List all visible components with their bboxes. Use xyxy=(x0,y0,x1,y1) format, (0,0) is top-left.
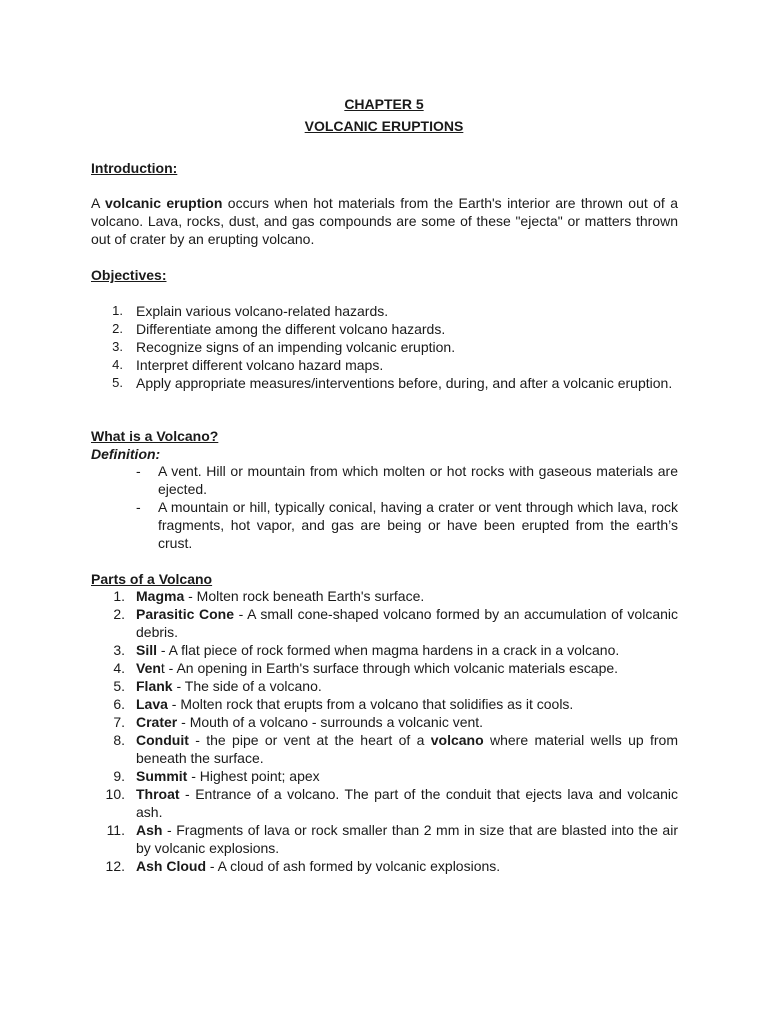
list-item xyxy=(91,785,678,821)
part-text: - the pipe or vent at the heart of a xyxy=(188,732,431,748)
objectives-heading: Objectives: xyxy=(91,267,167,283)
list-item xyxy=(91,659,678,677)
part-term-rest: t xyxy=(160,660,165,676)
part-text: - Mouth of a volcano - surrounds a volcanic vent. xyxy=(177,714,484,730)
list-text: Differentiate among the different volcano hazards. xyxy=(136,321,446,337)
list-number: 9. xyxy=(113,768,125,784)
list-item xyxy=(91,821,678,857)
part-term: Ash Cloud xyxy=(136,858,206,874)
page-title: VOLCANIC ERUPTIONS xyxy=(304,118,464,134)
part-text: - A small cone-shaped volcano formed by an accumulation of volcanic debris. xyxy=(136,606,678,640)
list-number: 2. xyxy=(113,606,125,622)
part-term: Summit xyxy=(136,768,188,784)
part-text: - Fragments of lava or rock smaller than 2 mm in size that are blasted into the air by volcanic explosions. xyxy=(136,822,678,856)
part-term: Ven xyxy=(136,660,161,676)
list-text: Interpret different volcano hazard maps. xyxy=(136,357,384,373)
list-number: 10. xyxy=(105,786,125,802)
chapter-label: CHAPTER 5 xyxy=(344,96,424,112)
part-term-inline: volcano xyxy=(430,732,484,748)
intro-text: occurs when hot materials from the Earth's interior are thrown out of a volcano. Lava, rocks, dust, and gas compounds are some of these "ejecta" or matters thrown out of crater by an erupting volcano. xyxy=(91,195,678,247)
list-number: 4. xyxy=(112,357,123,372)
part-text: - The side of a volcano. xyxy=(172,678,322,694)
list-number: 5. xyxy=(113,678,125,694)
list-number: 5. xyxy=(112,375,123,390)
part-text: - Highest point; apex xyxy=(187,768,320,784)
list-item xyxy=(91,587,678,605)
list-item xyxy=(91,374,678,392)
objectives-list xyxy=(91,302,678,392)
part-text: - A cloud of ash formed by volcanic explosions. xyxy=(206,858,501,874)
list-text: Explain various volcano-related hazards. xyxy=(136,303,389,319)
introduction-paragraph xyxy=(91,194,678,248)
list-item xyxy=(91,338,678,356)
part-term: Ash xyxy=(136,822,163,838)
list-item xyxy=(91,356,678,374)
list-item xyxy=(91,462,678,498)
part-term: Conduit xyxy=(136,732,189,748)
part-text: - Entrance of a volcano. The part of the conduit that ejects lava and volcanic ash. xyxy=(136,786,678,820)
list-item xyxy=(91,713,678,731)
part-term: Sill xyxy=(136,642,158,658)
part-term: Lava xyxy=(136,696,168,712)
list-text: A mountain or hill, typically conical, having a crater or vent through which lava, rock fragments, hot vapor, and gas are being or have been erupted from the earth’s crust. xyxy=(158,499,678,551)
list-dash: - xyxy=(136,463,141,479)
intro-term: volcanic eruption xyxy=(104,195,223,211)
list-item xyxy=(91,677,678,695)
list-text: Apply appropriate measures/interventions before, during, and after a volcanic eruption. xyxy=(136,375,673,391)
list-number: 11. xyxy=(106,822,125,838)
part-term: Flank xyxy=(136,678,173,694)
list-dash: - xyxy=(136,499,141,515)
part-text-rest: where material wells up from beneath the surface. xyxy=(136,732,678,766)
part-term: Magma xyxy=(136,588,185,604)
list-item xyxy=(91,605,678,641)
list-number: 1. xyxy=(113,588,125,604)
list-item xyxy=(91,320,678,338)
introduction-heading: Introduction: xyxy=(91,160,178,176)
list-number: 4. xyxy=(113,660,125,676)
list-item xyxy=(91,498,678,552)
parts-heading: Parts of a Volcano xyxy=(91,571,213,587)
list-item xyxy=(91,302,678,320)
part-text: - A flat piece of rock formed when magma hardens in a crack in a volcano. xyxy=(157,642,620,658)
parts-list xyxy=(91,587,678,875)
part-text: - An opening in Earth's surface through which volcanic materials escape. xyxy=(164,660,619,676)
list-text: Recognize signs of an impending volcanic eruption. xyxy=(136,339,456,355)
list-number: 2. xyxy=(112,321,123,336)
intro-lead: A xyxy=(91,195,105,211)
list-item xyxy=(91,641,678,659)
part-term: Crater xyxy=(136,714,178,730)
part-text: - Molten rock that erupts from a volcano that solidifies as it cools. xyxy=(167,696,574,712)
list-number: 3. xyxy=(112,339,123,354)
list-number: 6. xyxy=(113,696,125,712)
part-term: Throat xyxy=(136,786,180,802)
list-number: 12. xyxy=(105,858,125,874)
list-item xyxy=(91,695,678,713)
list-number: 1. xyxy=(112,303,123,318)
list-number: 7. xyxy=(113,714,125,730)
definition-label: Definition: xyxy=(91,446,161,462)
part-text: - Molten rock beneath Earth's surface. xyxy=(184,588,425,604)
list-item xyxy=(91,857,678,875)
volcano-heading: What is a Volcano? xyxy=(91,428,219,444)
list-item xyxy=(91,767,678,785)
list-number: 3. xyxy=(113,642,125,658)
list-text: A vent. Hill or mountain from which molten or hot rocks with gaseous materials are ejected. xyxy=(158,463,678,497)
part-term: Parasitic Cone xyxy=(136,606,235,622)
list-number: 8. xyxy=(113,732,125,748)
list-item xyxy=(91,731,678,767)
definition-list xyxy=(91,462,678,552)
